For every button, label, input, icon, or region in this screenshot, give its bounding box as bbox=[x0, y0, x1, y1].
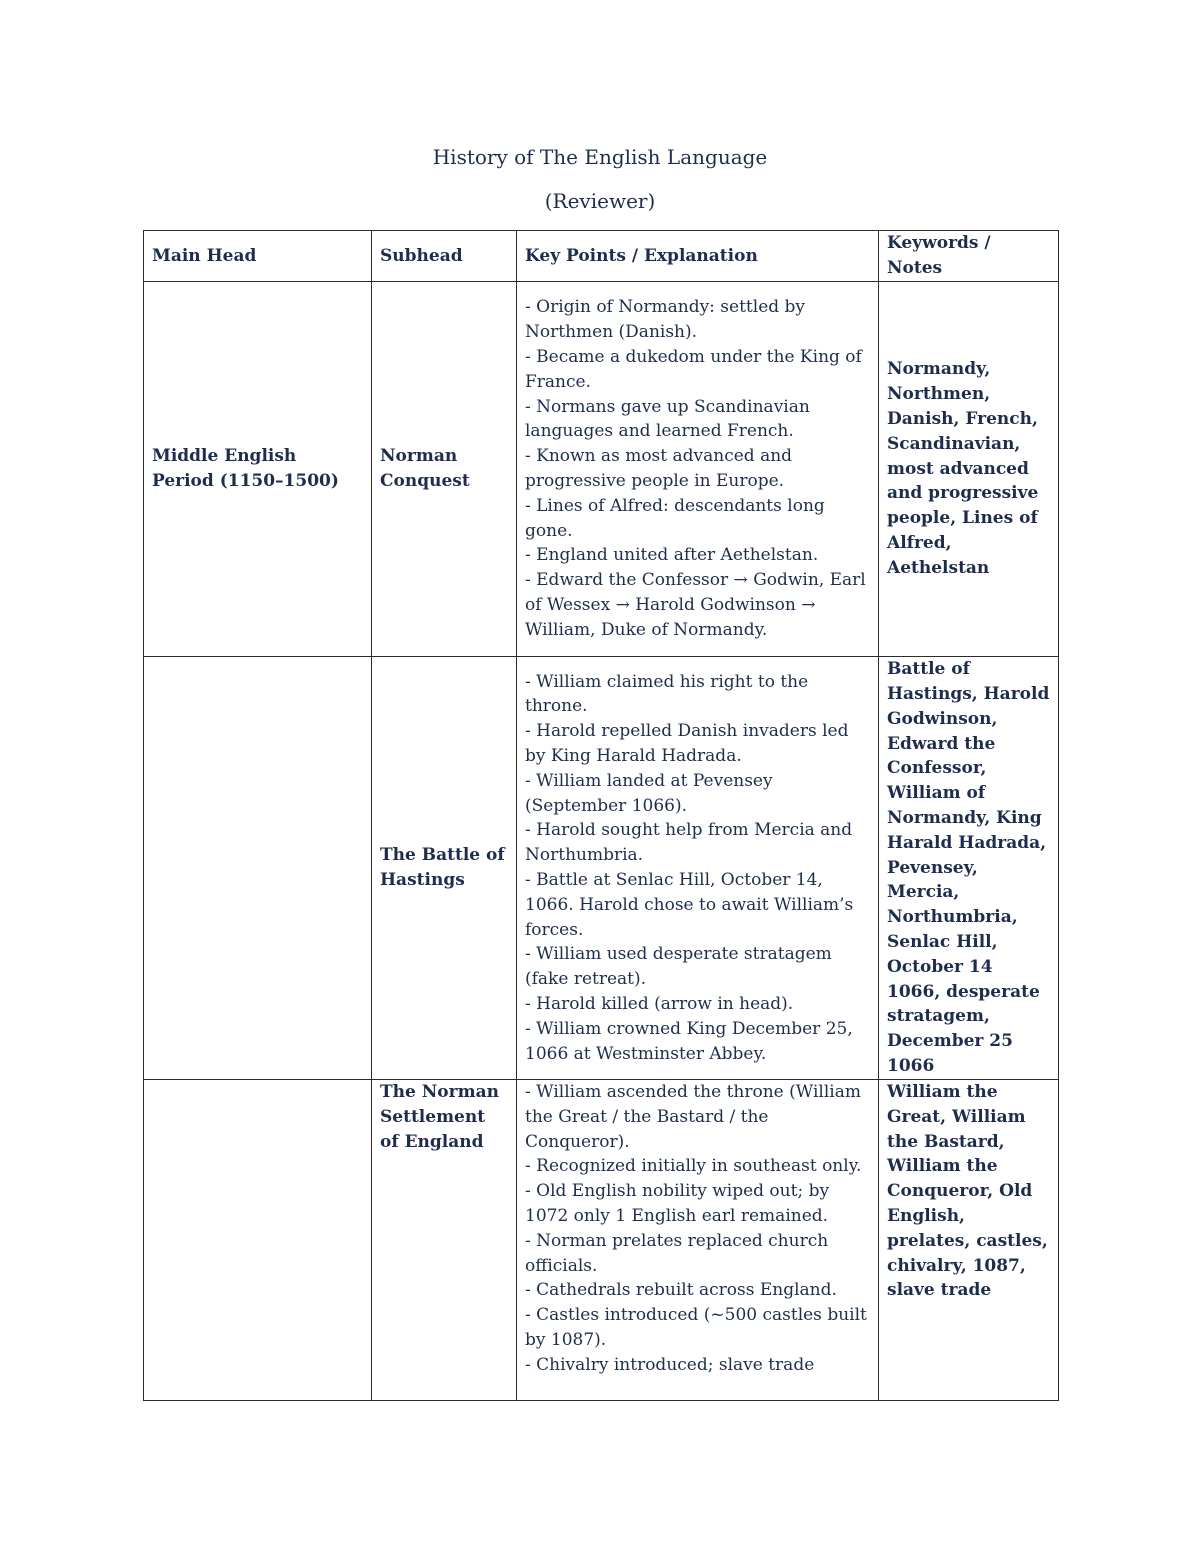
key-points-cell bbox=[517, 1080, 879, 1401]
keywords-cell: William the Great, William the Bastard, William the Conqueror, Old English, prelates, castles, chivalry, 1087, slave trade bbox=[879, 1080, 1059, 1401]
key-points-cell bbox=[517, 282, 879, 657]
main-head-cell: Middle English Period (1150–1500) bbox=[144, 282, 372, 657]
header-main-head: Main Head bbox=[144, 231, 372, 282]
key-point: - William crowned King December 25, 1066 at Westminster Abbey. bbox=[525, 1018, 853, 1064]
reviewer-table bbox=[143, 230, 1059, 1401]
table-header-row bbox=[144, 231, 1059, 282]
table-row bbox=[144, 1080, 1059, 1401]
document-title: History of The English Language bbox=[432, 145, 768, 169]
key-point: - Chivalry introduced; slave trade bbox=[525, 1354, 815, 1375]
key-point: - Old English nobility wiped out; by 1072 only 1 English earl remained. bbox=[525, 1181, 830, 1226]
key-points-cell bbox=[517, 657, 879, 1080]
key-point: - Origin of Normandy: settled by Northmen (Danish). bbox=[525, 297, 806, 343]
table-row bbox=[144, 282, 1059, 657]
key-point: - Edward the Confessor → Godwin, Earl of Wessex → Harold Godwinson → William, Duke of Normandy. bbox=[525, 570, 866, 640]
key-point: - Norman prelates replaced church officials. bbox=[525, 1230, 829, 1276]
key-point: - Cathedrals rebuilt across England. bbox=[525, 1280, 837, 1301]
key-point: - Harold killed (arrow in head). bbox=[525, 993, 794, 1014]
main-head-cell bbox=[144, 657, 372, 1080]
key-point: - England united after Aethelstan. bbox=[525, 545, 819, 566]
header-key-points: Key Points / Explanation bbox=[517, 231, 879, 282]
subhead-cell: The Battle of Hastings bbox=[372, 657, 517, 1080]
main-head-cell bbox=[144, 1080, 372, 1401]
header-subhead: Subhead bbox=[372, 231, 517, 282]
key-point: - Became a dukedom under the King of France. bbox=[525, 347, 862, 392]
key-point: - Castles introduced (~500 castles built by 1087). bbox=[525, 1305, 867, 1350]
document-subtitle: (Reviewer) bbox=[544, 189, 656, 213]
key-point: - William ascended the throne (William the Great / the Bastard / the Conqueror). bbox=[525, 1082, 861, 1152]
subhead-cell: The Norman Settlement of England bbox=[372, 1080, 517, 1401]
table-row bbox=[144, 657, 1059, 1080]
key-point: - Battle at Senlac Hill, October 14, 1066. Harold chose to await William’s forces. bbox=[525, 870, 854, 940]
key-point: - Harold repelled Danish invaders led by King Harald Hadrada. bbox=[525, 721, 849, 767]
keywords-cell: Normandy, Northmen, Danish, French, Scandinavian, most advanced and progressive people, Lines of Alfred, Aethelstan bbox=[879, 282, 1059, 657]
key-point: - Recognized initially in southeast only. bbox=[525, 1156, 862, 1177]
key-point: - Known as most advanced and progressive people in Europe. bbox=[525, 446, 793, 491]
keywords-cell: Battle of Hastings, Harold Godwinson, Edward the Confessor, William of Normandy, King Harald Hadrada, Pevensey, Mercia, Northumbria, Senlac Hill, October 14 1066, desperate stratagem, December 25 1066 bbox=[879, 657, 1059, 1080]
header-keywords: Keywords / Notes bbox=[879, 231, 1059, 282]
key-point: - Lines of Alfred: descendants long gone. bbox=[525, 495, 825, 541]
key-point: - Harold sought help from Mercia and Northumbria. bbox=[525, 820, 853, 866]
key-point: - Normans gave up Scandinavian languages and learned French. bbox=[525, 396, 810, 442]
key-point: - William claimed his right to the throne. bbox=[525, 671, 809, 717]
key-point: - William used desperate stratagem (fake retreat). bbox=[525, 944, 832, 990]
key-point: - William landed at Pevensey (September 1066). bbox=[525, 770, 773, 816]
subhead-cell: Norman Conquest bbox=[372, 282, 517, 657]
